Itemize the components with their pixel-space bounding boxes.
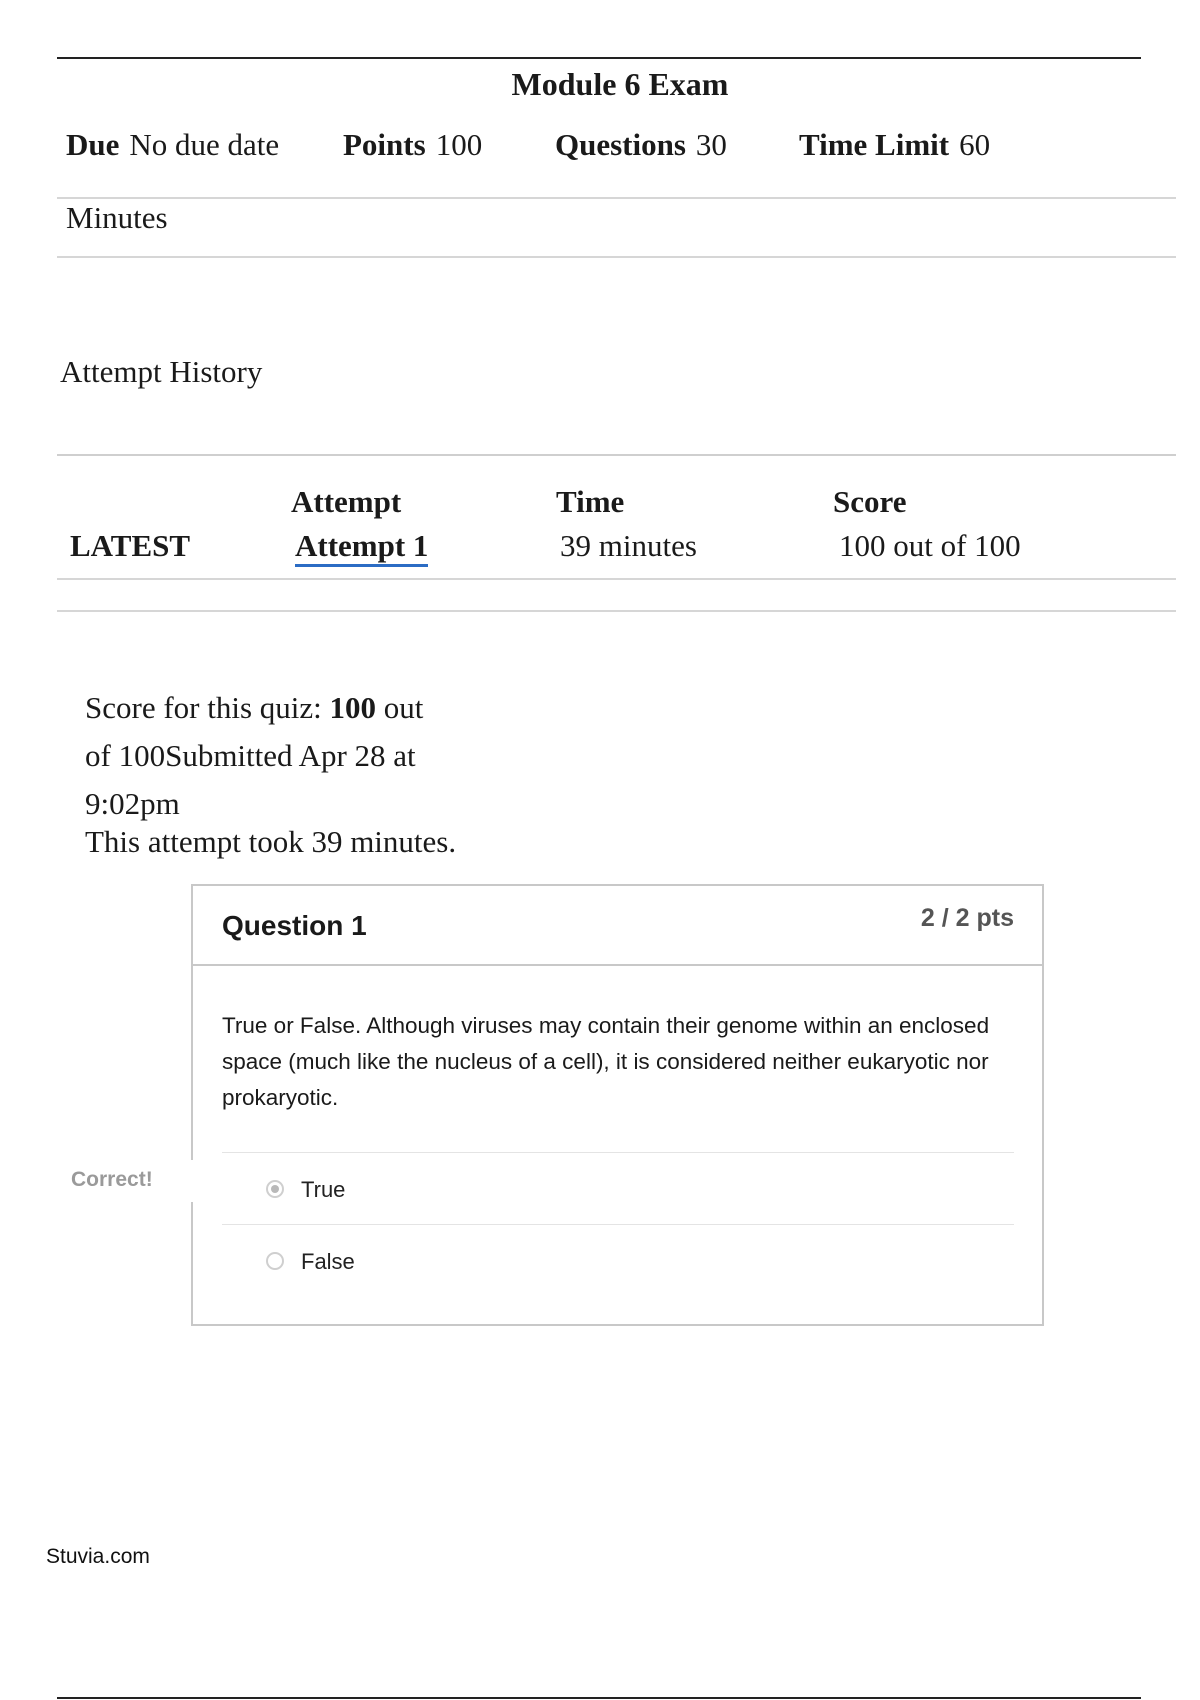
question-text: True or False. Although viruses may contain their genome within an enclosed space (much like the nucleus of a cell), it is considered neither eukaryotic nor prokaryotic. [222, 1013, 990, 1110]
footer-brand: Stuvia.com [46, 1545, 150, 1568]
question-header [193, 886, 1042, 966]
radio-unselected-icon[interactable] [266, 1252, 284, 1270]
time-limit-meta [799, 127, 990, 163]
correct-feedback-tag: Correct! [71, 1168, 153, 1191]
column-header-attempt: Attempt [291, 484, 402, 519]
score-prefix: Score for this quiz: [85, 690, 330, 725]
history-table-top-rule [57, 454, 1176, 456]
top-rule [57, 57, 1141, 59]
question-title: Question 1 [222, 910, 367, 941]
submitted-timestamp: Submitted Apr 28 at 9:02pm [85, 738, 416, 821]
radio-selected-icon[interactable] [266, 1180, 284, 1198]
history-row-divider [57, 578, 1176, 580]
questions-meta [555, 127, 727, 163]
attempt-time-cell: 39 minutes [560, 528, 697, 563]
history-table-bottom-rule [57, 610, 1176, 612]
latest-tag: LATEST [70, 528, 191, 563]
questions-label: Questions [555, 127, 686, 162]
attempt-cell [295, 528, 428, 564]
answer-label: False [301, 1249, 355, 1274]
feedback-gap [186, 1160, 198, 1202]
question-points: 2 / 2 pts [920, 904, 1014, 932]
time-limit-label: Time Limit [799, 127, 950, 162]
points-value: 100 [435, 127, 483, 162]
questions-value: 30 [695, 127, 727, 162]
time-limit-unit: Minutes [66, 200, 168, 235]
score-summary [85, 684, 455, 828]
time-limit-value: 60 [959, 127, 991, 162]
question-card [191, 884, 1044, 1326]
points-meta [343, 127, 482, 163]
attempt-duration: This attempt took 39 minutes. [85, 824, 457, 859]
due-value: No due date [129, 127, 280, 162]
points-label: Points [343, 127, 426, 162]
score-value: 100 [329, 690, 377, 725]
answer-option-false[interactable] [222, 1224, 1014, 1297]
meta-bottom-divider [57, 256, 1176, 258]
attempt-score-cell: 100 out of 100 [839, 528, 1021, 563]
answer-label: True [301, 1177, 346, 1202]
column-header-score: Score [833, 484, 907, 519]
column-header-time: Time [556, 484, 625, 519]
bottom-rule [57, 1697, 1141, 1699]
due-meta [66, 127, 279, 163]
score-suffix: out of 100 [85, 690, 424, 773]
attempt-history-heading: Attempt History [60, 354, 263, 389]
due-label: Due [66, 127, 120, 162]
attempt-1-link[interactable]: Attempt 1 [295, 528, 428, 567]
page-title: Module 6 Exam [511, 66, 729, 102]
meta-divider [57, 197, 1176, 199]
answer-option-true[interactable] [222, 1152, 1014, 1225]
